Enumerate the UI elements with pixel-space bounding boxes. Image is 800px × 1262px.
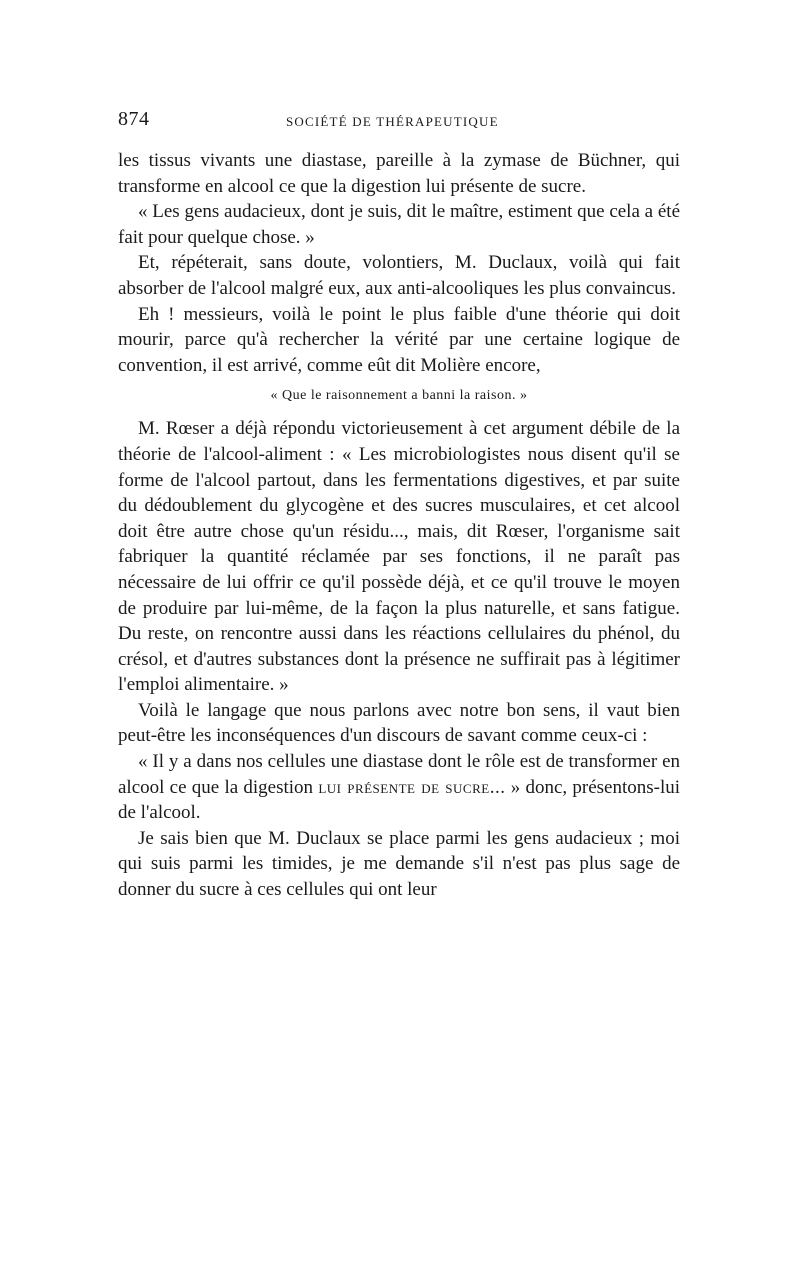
diastase-quote-end: » donc, présentons-lui de l'alcool. [118, 776, 681, 824]
moliere-quote: « Que le raisonnement a banni la raison. » [270, 388, 528, 404]
paragraph-continuation: les tissus vivants une diastase, pareille à la zymase de Büchner, qui transforme en alcool ce que la digestion lui présente de sucre. [118, 150, 680, 197]
paragraph-duclaux: Et, répéterait, sans doute, volontiers, M. Duclaux, voilà qui fait absorber de l'alcool malgré eux, aux anti-alcooliques les plus convaincus. [118, 252, 680, 299]
paragraph-diastase-quote [118, 749, 680, 826]
running-title: SOCIÉTÉ DE THÉRAPEUTIQUE [286, 114, 499, 129]
page-number: 874 [118, 108, 150, 130]
paragraph-roeser: M. Rœser a déjà répondu victorieusement à cet argument débile de la théorie de l'alcool-aliment : « Les microbiologistes nous disent qu'il se forme de l'alcool partout, dans les fermentations digestives, et par suite du dédoublement du glycogène et des sucres musculaires, et cet alcool doit être autre chose qu'un résidu..., mais, dit Rœser, l'organisme sait fabriquer la quantité réclamée par ses fonctions, il ne paraît pas nécessaire de lui offrir ce qu'il possède déjà, et ce qu'il trouve le moyen de produire par lui-même, de la façon la plus naturelle, et sans fatigue. Du reste, on rencontre aussi dans les réactions cellulaires du phénol, du crésol, et d'autres substances dont la présence ne suffirait pas à légitimer l'emploi alimentaire. » [118, 418, 680, 696]
paragraph-common-sense: Voilà le langage que nous parlons avec notre bon sens, il vaut bien peut-être les inconséquences d'un discours de savant comme ceux-ci : [118, 699, 680, 747]
paragraph-timid: Je sais bien que M. Duclaux se place parmi les gens audacieux ; moi qui suis parmi les timides, je me demande s'il n'est pas plus sage de donner du sucre à ces cellules qui ont leur [118, 827, 680, 901]
page-header [118, 108, 680, 148]
paragraph-weak-theory: Eh ! messieurs, voilà le point le plus faible d'une théorie qui doit mourir, parce qu'à rechercher la vérité par une certaine logique de convention, il est arrivé, comme eût dit Molière encore, [118, 303, 680, 376]
diastase-quote-start: « Il y a dans nos cellules une diastase dont le rôle est de transformer en alcool ce que la digestion [118, 751, 680, 798]
paragraph-audacious-quote: « Les gens audacieux, dont je suis, dit le maître, estiment que cela a été fait pour quelque chose. » [118, 201, 680, 248]
body-text [118, 148, 680, 903]
diastase-quote-smallcaps: lui présente de sucre... [318, 776, 506, 798]
